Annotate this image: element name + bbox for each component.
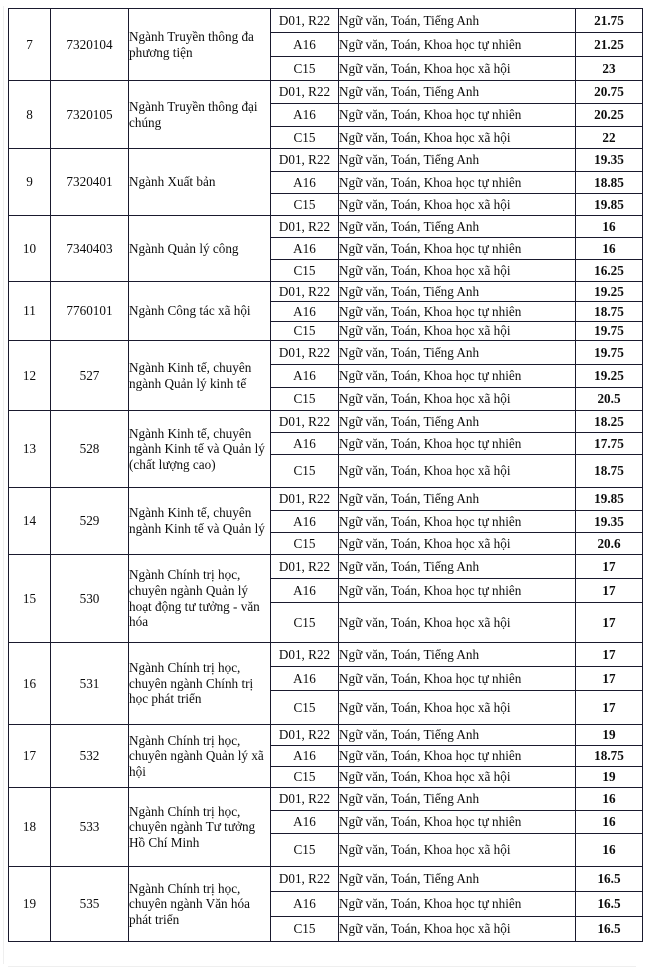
major-name-cell: Ngành Công tác xã hội [129,282,271,341]
admission-block-cell: A16 [271,302,339,322]
admission-block-cell: A16 [271,104,339,127]
table-row [9,282,643,302]
benchmark-score-cell: 18.85 [576,172,643,194]
scan-edge-left [3,6,4,964]
admission-block-cell: D01, R22 [271,9,339,33]
benchmark-score-cell: 19.25 [576,365,643,388]
subject-combination-cell: Ngữ văn, Toán, Khoa học xã hội [339,322,576,341]
admission-block-cell: A16 [271,892,339,917]
subject-combination-cell: Ngữ văn, Toán, Khoa học xã hội [339,691,576,725]
benchmark-score-cell: 23 [576,57,643,81]
subject-combination-cell: Ngữ văn, Toán, Khoa học tự nhiên [339,892,576,917]
admission-block-cell: D01, R22 [271,149,339,172]
benchmark-score-cell: 16.25 [576,260,643,282]
admission-block-cell: D01, R22 [271,411,339,433]
row-index-cell: 14 [9,488,51,555]
subject-combination-cell: Ngữ văn, Toán, Tiếng Anh [339,555,576,579]
subject-combination-cell: Ngữ văn, Toán, Tiếng Anh [339,725,576,746]
row-index-cell: 16 [9,643,51,725]
subject-combination-cell: Ngữ văn, Toán, Tiếng Anh [339,643,576,667]
table-body [9,9,643,942]
benchmark-score-cell: 19.25 [576,282,643,302]
subject-combination-cell: Ngữ văn, Toán, Tiếng Anh [339,149,576,172]
major-name-cell: Ngành Kinh tế, chuyên ngành Quản lý kinh tế [129,341,271,411]
table-row [9,411,643,433]
row-index-cell: 7 [9,9,51,81]
admission-block-cell: D01, R22 [271,81,339,104]
admission-block-cell: D01, R22 [271,216,339,238]
table-row [9,9,643,33]
admission-block-cell: A16 [271,746,339,767]
major-name-cell: Ngành Quản lý công [129,216,271,282]
admission-block-cell: C15 [271,194,339,216]
major-name-cell: Ngành Chính trị học, chuyên ngành Quản lý hoạt động tư tưởng - văn hóa [129,555,271,643]
admission-block-cell: D01, R22 [271,341,339,365]
subject-combination-cell: Ngữ văn, Toán, Khoa học tự nhiên [339,172,576,194]
benchmark-score-cell: 22 [576,127,643,149]
benchmark-score-cell: 19.35 [576,149,643,172]
major-code-cell: 7320105 [51,81,129,149]
admission-block-cell: D01, R22 [271,488,339,511]
admission-block-cell: C15 [271,834,339,867]
row-index-cell: 10 [9,216,51,282]
table-row [9,643,643,667]
admission-block-cell: D01, R22 [271,282,339,302]
subject-combination-cell: Ngữ văn, Toán, Khoa học xã hội [339,388,576,411]
subject-combination-cell: Ngữ văn, Toán, Tiếng Anh [339,282,576,302]
subject-combination-cell: Ngữ văn, Toán, Khoa học tự nhiên [339,579,576,603]
admission-block-cell: C15 [271,455,339,488]
benchmark-score-cell: 17.75 [576,433,643,455]
admission-block-cell: C15 [271,533,339,555]
major-code-cell: 527 [51,341,129,411]
admission-block-cell: A16 [271,579,339,603]
subject-combination-cell: Ngữ văn, Toán, Tiếng Anh [339,216,576,238]
admission-block-cell: C15 [271,767,339,788]
benchmark-score-cell: 18.75 [576,455,643,488]
major-code-cell: 535 [51,867,129,942]
admission-block-cell: A16 [271,33,339,57]
benchmark-score-cell: 17 [576,667,643,691]
subject-combination-cell: Ngữ văn, Toán, Khoa học xã hội [339,194,576,216]
major-code-cell: 533 [51,788,129,867]
major-code-cell: 531 [51,643,129,725]
subject-combination-cell: Ngữ văn, Toán, Khoa học tự nhiên [339,33,576,57]
major-name-cell: Ngành Chính trị học, chuyên ngành Chính trị học phát triển [129,643,271,725]
benchmark-score-cell: 17 [576,555,643,579]
benchmark-score-cell: 16.5 [576,867,643,892]
table-row [9,555,643,579]
benchmark-score-cell: 18.75 [576,302,643,322]
row-index-cell: 18 [9,788,51,867]
major-code-cell: 529 [51,488,129,555]
benchmark-score-cell: 16.5 [576,892,643,917]
subject-combination-cell: Ngữ văn, Toán, Khoa học xã hội [339,455,576,488]
subject-combination-cell: Ngữ văn, Toán, Tiếng Anh [339,411,576,433]
subject-combination-cell: Ngữ văn, Toán, Khoa học tự nhiên [339,433,576,455]
major-code-cell: 528 [51,411,129,488]
benchmark-score-cell: 16 [576,811,643,834]
admission-block-cell: C15 [271,322,339,341]
subject-combination-cell: Ngữ văn, Toán, Khoa học xã hội [339,533,576,555]
admission-score-table [8,8,643,942]
benchmark-score-cell: 20.5 [576,388,643,411]
table-row [9,341,643,365]
subject-combination-cell: Ngữ văn, Toán, Tiếng Anh [339,788,576,811]
table-row [9,81,643,104]
subject-combination-cell: Ngữ văn, Toán, Khoa học tự nhiên [339,238,576,260]
table-row [9,216,643,238]
subject-combination-cell: Ngữ văn, Toán, Khoa học xã hội [339,127,576,149]
benchmark-score-cell: 16 [576,238,643,260]
table-row [9,788,643,811]
subject-combination-cell: Ngữ văn, Toán, Khoa học tự nhiên [339,511,576,533]
major-name-cell: Ngành Kinh tế, chuyên ngành Kinh tế và Quản lý [129,488,271,555]
benchmark-score-cell: 19.75 [576,341,643,365]
major-name-cell: Ngành Chính trị học, chuyên ngành Tư tưởng Hồ Chí Minh [129,788,271,867]
major-code-cell: 7760101 [51,282,129,341]
subject-combination-cell: Ngữ văn, Toán, Tiếng Anh [339,341,576,365]
admission-block-cell: C15 [271,260,339,282]
admission-block-cell: D01, R22 [271,788,339,811]
subject-combination-cell: Ngữ văn, Toán, Khoa học xã hội [339,57,576,81]
subject-combination-cell: Ngữ văn, Toán, Khoa học tự nhiên [339,104,576,127]
row-index-cell: 12 [9,341,51,411]
benchmark-score-cell: 16 [576,216,643,238]
benchmark-score-cell: 16.5 [576,917,643,942]
admission-block-cell: A16 [271,811,339,834]
subject-combination-cell: Ngữ văn, Toán, Khoa học xã hội [339,260,576,282]
subject-combination-cell: Ngữ văn, Toán, Khoa học xã hội [339,767,576,788]
admission-block-cell: A16 [271,667,339,691]
major-code-cell: 530 [51,555,129,643]
benchmark-score-cell: 17 [576,603,643,643]
admission-block-cell: A16 [271,433,339,455]
subject-combination-cell: Ngữ văn, Toán, Tiếng Anh [339,9,576,33]
row-index-cell: 9 [9,149,51,216]
admission-block-cell: C15 [271,388,339,411]
subject-combination-cell: Ngữ văn, Toán, Khoa học xã hội [339,603,576,643]
subject-combination-cell: Ngữ văn, Toán, Khoa học tự nhiên [339,365,576,388]
benchmark-score-cell: 18.25 [576,411,643,433]
admission-block-cell: D01, R22 [271,643,339,667]
major-name-cell: Ngành Truyền thông đại chúng [129,81,271,149]
subject-combination-cell: Ngữ văn, Toán, Khoa học xã hội [339,834,576,867]
admission-block-cell: A16 [271,172,339,194]
benchmark-score-cell: 16 [576,788,643,811]
major-name-cell: Ngành Chính trị học, chuyên ngành Văn hóa phát triển [129,867,271,942]
benchmark-score-cell: 20.75 [576,81,643,104]
admission-block-cell: D01, R22 [271,867,339,892]
row-index-cell: 13 [9,411,51,488]
benchmark-score-cell: 16 [576,834,643,867]
row-index-cell: 17 [9,725,51,788]
row-index-cell: 8 [9,81,51,149]
benchmark-score-cell: 20.25 [576,104,643,127]
major-code-cell: 532 [51,725,129,788]
row-index-cell: 11 [9,282,51,341]
benchmark-score-cell: 19.75 [576,322,643,341]
subject-combination-cell: Ngữ văn, Toán, Khoa học tự nhiên [339,667,576,691]
row-index-cell: 15 [9,555,51,643]
admission-block-cell: C15 [271,603,339,643]
major-name-cell: Ngành Xuất bản [129,149,271,216]
benchmark-score-cell: 19 [576,725,643,746]
benchmark-score-cell: 17 [576,691,643,725]
benchmark-score-cell: 19.35 [576,511,643,533]
major-code-cell: 7320104 [51,9,129,81]
benchmark-score-cell: 19 [576,767,643,788]
table-row [9,867,643,892]
table-row [9,725,643,746]
admission-block-cell: D01, R22 [271,555,339,579]
admission-block-cell: D01, R22 [271,725,339,746]
subject-combination-cell: Ngữ văn, Toán, Khoa học tự nhiên [339,746,576,767]
benchmark-score-cell: 17 [576,643,643,667]
row-index-cell: 19 [9,867,51,942]
admission-block-cell: C15 [271,691,339,725]
admission-block-cell: A16 [271,511,339,533]
major-name-cell: Ngành Truyền thông đa phương tiện [129,9,271,81]
benchmark-score-cell: 21.25 [576,33,643,57]
benchmark-score-cell: 17 [576,579,643,603]
admission-block-cell: A16 [271,238,339,260]
major-name-cell: Ngành Kinh tế, chuyên ngành Kinh tế và Quản lý (chất lượng cao) [129,411,271,488]
subject-combination-cell: Ngữ văn, Toán, Tiếng Anh [339,81,576,104]
admission-block-cell: C15 [271,57,339,81]
table-row [9,149,643,172]
subject-combination-cell: Ngữ văn, Toán, Tiếng Anh [339,867,576,892]
subject-combination-cell: Ngữ văn, Toán, Khoa học tự nhiên [339,302,576,322]
benchmark-score-cell: 19.85 [576,194,643,216]
benchmark-score-cell: 20.6 [576,533,643,555]
benchmark-score-cell: 19.85 [576,488,643,511]
benchmark-score-cell: 21.75 [576,9,643,33]
subject-combination-cell: Ngữ văn, Toán, Khoa học tự nhiên [339,811,576,834]
major-code-cell: 7320401 [51,149,129,216]
table-row [9,488,643,511]
subject-combination-cell: Ngữ văn, Toán, Khoa học xã hội [339,917,576,942]
major-name-cell: Ngành Chính trị học, chuyên ngành Quản lý xã hội [129,725,271,788]
admission-block-cell: C15 [271,917,339,942]
scan-edge-bottom [8,966,636,967]
major-code-cell: 7340403 [51,216,129,282]
admission-block-cell: A16 [271,365,339,388]
admission-block-cell: C15 [271,127,339,149]
benchmark-score-cell: 18.75 [576,746,643,767]
subject-combination-cell: Ngữ văn, Toán, Tiếng Anh [339,488,576,511]
